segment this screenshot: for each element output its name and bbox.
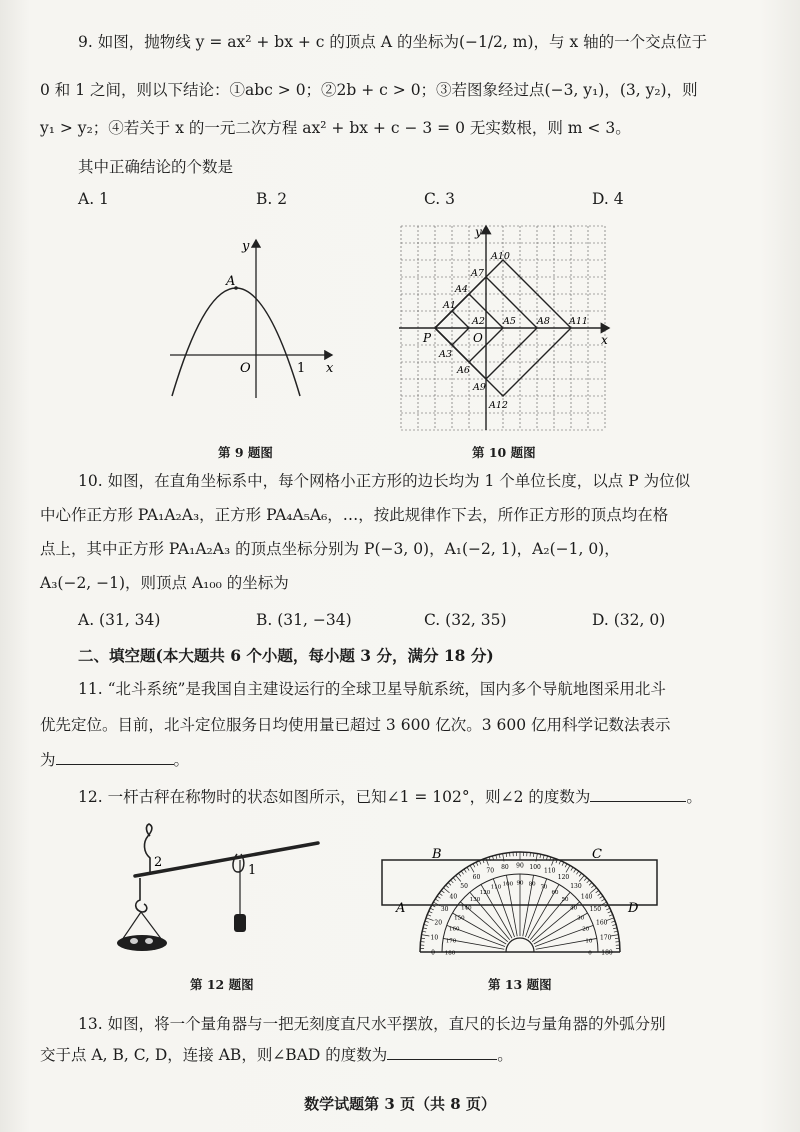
q13-suffix: 。 bbox=[497, 1046, 513, 1064]
protractor-outer-label: 120 bbox=[557, 874, 570, 882]
fig12-pan-hook bbox=[136, 878, 147, 912]
figure-9-caption: 第 9 题图 bbox=[218, 445, 273, 460]
q11-line-2: 优先定位。目前，北斗定位服务日均使用量已超过 3 600 亿次。3 600 亿用科学记数法表示 bbox=[40, 716, 671, 734]
protractor-inner-label: 140 bbox=[461, 905, 472, 912]
protractor-outer-label: 180 bbox=[601, 949, 613, 957]
protractor-inner-label: 110 bbox=[490, 884, 502, 891]
fig12-hanging-hook bbox=[144, 824, 151, 872]
protractor-tick bbox=[596, 890, 599, 892]
protractor-tick bbox=[441, 890, 444, 892]
protractor-outer-label: 20 bbox=[434, 919, 443, 927]
protractor-inner-label: 80 bbox=[528, 881, 536, 888]
protractor-tick bbox=[435, 899, 438, 901]
fig13-inner-scale bbox=[445, 881, 593, 957]
q11-line-1: 11. “北斗系统”是我国自主建设运行的全球卫星导航系统，国内多个导航地图采用北斗 bbox=[78, 680, 666, 698]
q9-line-2: 0 和 1 之间，则以下结论：①abc > 0；②2b + c > 0；③若图象经过点(−3, y₁)，(3, y₂)，则 bbox=[40, 81, 698, 99]
protractor-tick bbox=[565, 864, 567, 868]
protractor-tick bbox=[559, 861, 561, 865]
q11-prefix: 为 bbox=[40, 751, 56, 769]
protractor-outer-label: 10 bbox=[430, 934, 439, 942]
q11-line-3 bbox=[40, 748, 760, 772]
protractor-tick bbox=[473, 864, 475, 868]
protractor-outer-label: 150 bbox=[589, 906, 602, 913]
fig9-parabola-curve bbox=[172, 288, 300, 396]
figure-9-parabola bbox=[150, 228, 360, 428]
figure-10-grid-squares bbox=[395, 222, 617, 434]
protractor-tick bbox=[543, 855, 544, 859]
q12-text: 12. 一杆古秤在称物时的状态如图所示，已知∠1 = 102°，则∠2 的度数为 bbox=[78, 788, 591, 806]
protractor-outer-label: 100 bbox=[529, 863, 541, 871]
protractor-tick bbox=[590, 888, 596, 893]
protractor-inner-label: 30 bbox=[577, 915, 585, 922]
protractor-tick bbox=[453, 878, 456, 881]
fig10-label-a12: A12 bbox=[489, 400, 508, 411]
protractor-tick bbox=[606, 918, 614, 921]
section-2-heading: 二、填空题(本大题共 6 个小题，每小题 3 分，满分 18 分) bbox=[78, 646, 494, 665]
fig10-label-a4: A4 bbox=[455, 284, 468, 295]
q10-option-a: A. (31, 34) bbox=[78, 611, 161, 629]
fig10-label-a1: A1 bbox=[443, 300, 456, 311]
protractor-tick bbox=[456, 875, 461, 881]
protractor-inner-label: 100 bbox=[502, 881, 514, 888]
page-footer: 数学试题第 3 页（共 8 页） bbox=[304, 1095, 496, 1113]
q12-answer-blank[interactable] bbox=[590, 785, 686, 802]
protractor-tick bbox=[496, 855, 497, 859]
protractor-tick bbox=[429, 911, 433, 913]
fig10-label-a11: A11 bbox=[569, 316, 588, 327]
protractor-tick bbox=[486, 858, 489, 866]
fig10-label-y: y bbox=[475, 225, 482, 239]
fig9-label-y: y bbox=[242, 239, 250, 254]
fig9-label-x: x bbox=[326, 361, 334, 376]
protractor-tick bbox=[446, 885, 449, 888]
protractor-inner-label: 50 bbox=[561, 896, 569, 903]
q13-answer-blank[interactable] bbox=[387, 1043, 497, 1060]
protractor-tick bbox=[451, 880, 454, 883]
protractor-inner-label: 160 bbox=[448, 926, 460, 933]
protractor-outer-label: 60 bbox=[472, 874, 481, 882]
q9-line-1: 9. 如图，抛物线 y = ax² + bx + c 的顶点 A 的坐标为(−1/2, m)，与 x 轴的一个交点位于 bbox=[78, 33, 708, 51]
fig13-label-c: C bbox=[592, 847, 602, 862]
fig10-label-x: x bbox=[601, 333, 608, 347]
protractor-inner-label: 0 bbox=[588, 950, 592, 957]
protractor-outer-label: 90 bbox=[516, 862, 524, 870]
q10-line-1: 10. 如图，在直角坐标系中，每个网格小正方形的边长均为 1 个单位长度，以点 P 为位似 bbox=[78, 472, 691, 490]
protractor-tick bbox=[566, 865, 570, 872]
q10-line-3: 点上，其中正方形 PA₁A₂A₃ 的顶点坐标分别为 P(−3, 0)，A₁(−2, 1)，A₂(−1, 0)， bbox=[40, 540, 620, 558]
figure-13-caption: 第 13 题图 bbox=[488, 977, 552, 992]
fig13-label-d: D bbox=[628, 901, 639, 916]
figure-13-protractor bbox=[372, 830, 672, 970]
fig10-label-a2: A2 bbox=[472, 316, 485, 327]
fig13-protractor-center-arc bbox=[506, 938, 534, 952]
protractor-outer-label: 130 bbox=[570, 882, 582, 890]
figure-12-caption: 第 12 题图 bbox=[190, 977, 254, 992]
protractor-inner-label: 150 bbox=[454, 915, 465, 922]
q12-suffix: 。 bbox=[686, 788, 702, 806]
protractor-tick bbox=[479, 861, 481, 865]
fig12-weight bbox=[234, 914, 246, 932]
protractor-inner-label: 40 bbox=[570, 905, 578, 912]
fig12-pan bbox=[117, 935, 167, 951]
protractor-tick bbox=[467, 867, 469, 870]
protractor-tick bbox=[470, 865, 474, 872]
protractor-tick bbox=[576, 871, 578, 874]
fig10-label-a10: A10 bbox=[491, 251, 510, 262]
protractor-tick bbox=[430, 908, 434, 910]
protractor-tick bbox=[608, 911, 612, 913]
protractor-tick bbox=[551, 858, 554, 866]
protractor-outer-label: 50 bbox=[460, 882, 468, 890]
fig12-beam bbox=[135, 843, 318, 876]
fig10-label-a7: A7 bbox=[471, 268, 484, 279]
q13-text: 交于点 A, B, C, D，连接 AB，则∠BAD 的度数为 bbox=[40, 1046, 388, 1064]
protractor-outer-label: 0 bbox=[431, 949, 435, 957]
q10-option-d: D. (32, 0) bbox=[592, 611, 666, 629]
fig9-label-a: A bbox=[226, 274, 236, 289]
fig10-label-p: P bbox=[423, 331, 432, 345]
protractor-inner-label: 70 bbox=[540, 884, 548, 891]
fig13-label-b: B bbox=[432, 847, 442, 862]
protractor-tick bbox=[609, 915, 613, 916]
q13-line-2 bbox=[40, 1043, 760, 1067]
q10-line-4: A₃(−2, −1)，则顶点 A₁₀₀ 的坐标为 bbox=[40, 574, 289, 592]
protractor-tick bbox=[571, 867, 573, 870]
protractor-tick bbox=[422, 935, 430, 936]
protractor-outer-label: 110 bbox=[544, 867, 556, 875]
fig12-angle-1-label: 1 bbox=[248, 863, 257, 878]
protractor-outer-label: 30 bbox=[440, 906, 449, 913]
protractor-tick bbox=[613, 928, 617, 929]
fig10-label-a9: A9 bbox=[473, 382, 486, 393]
fig10-label-o: O bbox=[473, 331, 483, 345]
protractor-outer-label: 140 bbox=[580, 893, 593, 901]
q9-option-a: A. 1 bbox=[78, 190, 109, 208]
q9-line-4: 其中正确结论的个数是 bbox=[78, 158, 234, 176]
protractor-outer-label: 160 bbox=[596, 919, 608, 927]
protractor-outer-label: 170 bbox=[599, 934, 612, 942]
protractor-tick bbox=[589, 883, 592, 886]
fig10-label-a3: A3 bbox=[439, 349, 452, 360]
q9-option-c: C. 3 bbox=[424, 190, 456, 208]
protractor-tick bbox=[584, 878, 587, 881]
protractor-inner-label: 130 bbox=[469, 896, 481, 903]
protractor-inner-label: 180 bbox=[444, 950, 456, 957]
protractor-outer-label: 70 bbox=[486, 867, 495, 875]
protractor-tick bbox=[587, 880, 590, 883]
protractor-inner-label: 120 bbox=[479, 889, 491, 896]
protractor-tick bbox=[574, 869, 576, 872]
protractor-tick bbox=[443, 888, 449, 893]
protractor-tick bbox=[606, 908, 610, 910]
figure-12-steelyard bbox=[110, 822, 335, 972]
q9-line-3: y₁ > y₂；④若关于 x 的一元二次方程 ax² + bx + c − 3 = 0 无实数根，则 m < 3。 bbox=[40, 119, 631, 137]
protractor-tick bbox=[476, 862, 478, 866]
figure-10-caption: 第 10 题图 bbox=[472, 445, 536, 460]
protractor-tick bbox=[598, 893, 601, 895]
protractor-tick bbox=[579, 875, 584, 881]
protractor-tick bbox=[611, 935, 619, 936]
q9-option-d: D. 4 bbox=[592, 190, 624, 208]
protractor-tick bbox=[448, 883, 451, 886]
fig10-label-a8: A8 bbox=[537, 316, 550, 327]
protractor-tick bbox=[458, 873, 460, 876]
fig13-label-a: A bbox=[396, 901, 406, 916]
protractor-tick bbox=[464, 869, 466, 872]
protractor-outer-label: 40 bbox=[449, 893, 458, 901]
fig9-label-one: 1 bbox=[297, 361, 306, 376]
fig10-label-a5: A5 bbox=[503, 316, 516, 327]
protractor-tick bbox=[601, 899, 604, 901]
protractor-tick bbox=[461, 871, 463, 874]
q10-option-b: B. (31, −34) bbox=[256, 611, 352, 629]
protractor-inner-label: 60 bbox=[551, 889, 559, 896]
protractor-tick bbox=[423, 928, 427, 929]
protractor-tick bbox=[427, 915, 431, 916]
q10-option-c: C. (32, 35) bbox=[424, 611, 507, 629]
fig9-label-o: O bbox=[240, 361, 251, 376]
protractor-tick bbox=[437, 896, 440, 898]
fig12-angle-2-label: 2 bbox=[154, 855, 163, 870]
protractor-inner-label: 90 bbox=[516, 880, 524, 887]
q10-line-2: 中心作正方形 PA₁A₂A₃，正方形 PA₄A₅A₆，…，按此规律作下去，所作正方形的顶点均在格 bbox=[40, 506, 669, 524]
q11-suffix: 。 bbox=[173, 751, 190, 769]
protractor-inner-label: 10 bbox=[585, 938, 593, 945]
q13-line-1: 13. 如图，将一个量角器与一把无刻度直尺水平摆放，直尺的长边与量角器的外弧分别 bbox=[78, 1015, 666, 1033]
protractor-tick bbox=[426, 918, 434, 921]
protractor-tick bbox=[562, 862, 564, 866]
q12-line-1 bbox=[78, 785, 758, 809]
protractor-outer-label: 80 bbox=[501, 863, 509, 871]
protractor-tick bbox=[600, 896, 603, 898]
fig10-label-a6: A6 bbox=[457, 365, 470, 376]
protractor-tick bbox=[439, 893, 442, 895]
protractor-inner-label: 20 bbox=[582, 926, 590, 933]
protractor-tick bbox=[591, 885, 594, 888]
protractor-tick bbox=[579, 873, 581, 876]
q11-answer-blank[interactable] bbox=[56, 748, 174, 765]
protractor-inner-label: 170 bbox=[445, 938, 457, 945]
q9-option-b: B. 2 bbox=[256, 190, 288, 208]
